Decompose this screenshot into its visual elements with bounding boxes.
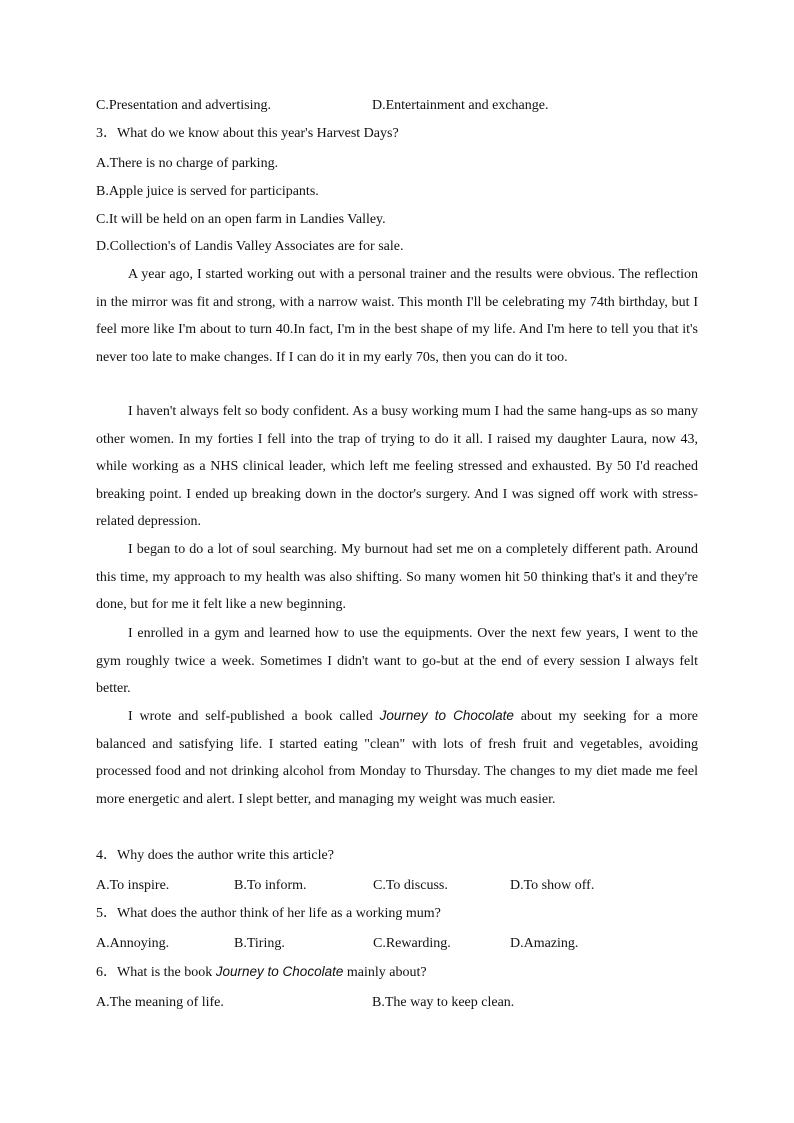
q6-option-b: B.The way to keep clean.	[372, 995, 515, 1010]
q4-options-row	[96, 877, 698, 895]
q4-option-d: D.To show off.	[510, 878, 595, 893]
q3-option-b: B.Apple juice is served for participants.	[96, 184, 319, 199]
passage-paragraph-4: I enrolled in a gym and learned how to use the equipments. Over the next few years, I went to the gym roughly twice a week. Sometimes I didn't want to go-but at the end of every session I always felt better.	[96, 626, 698, 697]
q5-question: 5．What does the author think of her life as a working mum?	[96, 906, 441, 921]
book-title: Journey to Chocolate	[379, 708, 514, 723]
q3-option-d: D.Collection's of Landis Valley Associates are for sale.	[96, 239, 404, 254]
p5-text-after: about my seeking for a more balanced and satisfying life. I started eating "clean" with lots of fresh fruit and vegetables, avoiding processed food and not drinking alcohol from Monday to Thursday. The changes to my diet made me feel more energetic and alert. I slept better, and managing my weight was much easier.	[96, 709, 698, 807]
passage-paragraph-3: I began to do a lot of soul searching. My burnout had set me on a completely different path. Around this time, my approach to my health was also shifting. So many women hit 50 thinking that's it and they're done, but for me it felt like a new beginning.	[96, 542, 698, 613]
p5-text-before: I wrote and self-published a book called	[128, 709, 380, 724]
q4-option-c: C.To discuss.	[373, 878, 448, 893]
passage-paragraph-5	[96, 702, 698, 813]
passage-paragraph-1: A year ago, I started working out with a personal trainer and the results were obvious. The reflection in the mirror was fit and strong, with a narrow waist. This month I'll be celebrating my 74th birthday, but I feel more like I'm about to turn 40.In fact, I'm in the best shape of my life. And I'm here to tell you that it's never too late to make changes. If I can do it in my early 70s, then you can do it too.	[96, 267, 698, 365]
q4-option-b: B.To inform.	[234, 878, 307, 893]
q2-option-d: D.Entertainment and exchange.	[372, 98, 549, 113]
q2-options-row	[96, 97, 271, 115]
q5-option-c: C.Rewarding.	[373, 936, 451, 951]
q5-option-a: A.Annoying.	[96, 936, 170, 951]
q5-option-d: D.Amazing.	[510, 936, 579, 951]
q6-option-a: A.The meaning of life.	[96, 995, 224, 1010]
q6-text-before: 6．What is the book	[96, 965, 216, 980]
q4-question: 4．Why does the author write this article?	[96, 848, 334, 863]
q6-book-title: Journey to Chocolate	[215, 964, 344, 979]
q2-option-c: C.Presentation and advertising.	[96, 98, 271, 113]
q3-option-a: A.There is no charge of parking.	[96, 156, 279, 171]
q5-options-row	[96, 935, 698, 953]
passage-paragraph-2: I haven't always felt so body confident. As a busy working mum I had the same hang-ups as so many other women. In my forties I fell into the trap of trying to do it all. I raised my daughter Laura, now 43, while working as a NHS clinical leader, which left me feeling stressed and exhausted. By 50 I'd reached breaking point. I ended up breaking down in the doctor's surgery. And I was signed off work with stress-related depression.	[96, 404, 698, 530]
q3-question: 3．What do we know about this year's Harvest Days?	[96, 126, 399, 141]
q6-question	[96, 963, 427, 982]
q3-option-c: C.It will be held on an open farm in Landies Valley.	[96, 212, 386, 227]
q5-option-b: B.Tiring.	[234, 936, 285, 951]
q6-text-after: mainly about?	[343, 965, 427, 980]
q4-option-a: A.To inspire.	[96, 878, 170, 893]
